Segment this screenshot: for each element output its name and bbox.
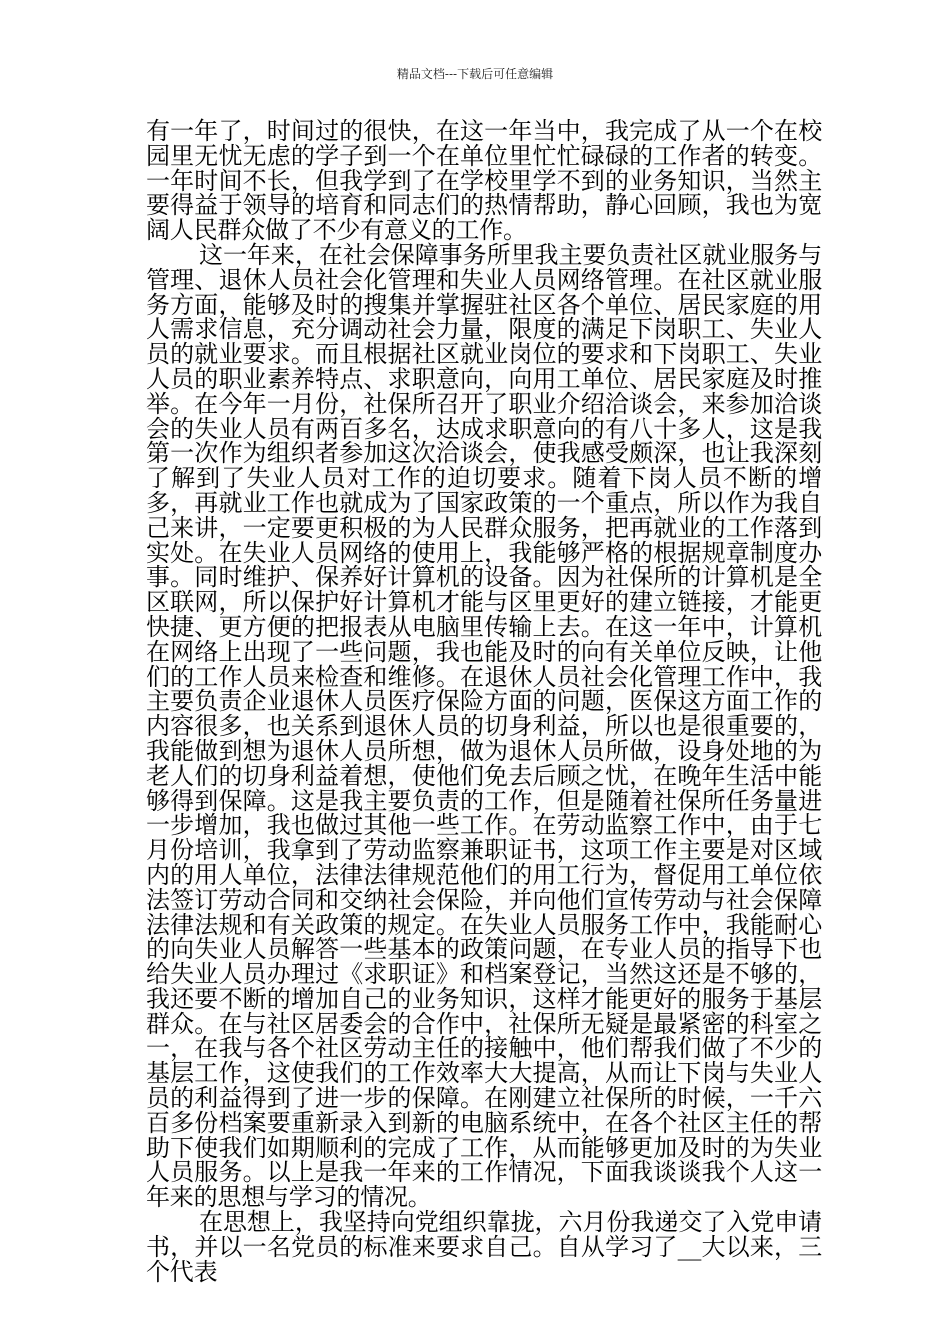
document-body: [146, 119, 822, 1284]
paragraph-1: 有一年了，时间过的很快，在这一年当中，我完成了从一个在校园里无忧无虑的学子到一个在单位里忙忙碌碌的工作者的转变。一年时间不长，但我学到了在学校里学不到的业务知识，当然主要得益于领导的培育和同志们的热情帮助，静心回顾，我也为宽阔人民群众做了不少有意义的工作。: [146, 117, 822, 245]
paragraph-2: 这一年来，在社会保障事务所里我主要负责社区就业服务与管理、退休人员社会化管理和失业人员网络管理。在社区就业服务方面，能够及时的搜集并掌握驻社区各个单位、居民家庭的用人需求信息，充分调动社会力量，限度的满足下岗职工、失业人员的就业要求。而且根据社区就业岗位的要求和下岗职工、失业人员的职业素养特点、求职意向，向用工单位、居民家庭及时推举。在今年一月份，社保所召开了职业介绍洽谈会，来参加洽谈会的失业人员有两百多名，达成求职意向的有八十多人，这是我第一次作为组织者参加这次洽谈会，使我感受颇深，也让我深刻了解到了失业人员对工作的迫切要求。随着下岗人员不断的增多，再就业工作也就成为了国家政策的一个重点，所以作为我自己来讲，一定要更积极的为人民群众服务，把再就业的工作落到实处。在失业人员网络的使用上，我能够严格的根据规章制度办事。同时维护、保养好计算机的设备。因为社保所的计算机是全区联网，所以保护好计算机才能与区里更好的建立链接，才能更快捷、更方便的把报表从电脑里传输上去。在这一年中，计算机在网络上出现了一些问题，我也能及时的向有关单位反映，让他们的工作人员来检查和维修。在退休人员社会化管理工作中，我主要负责企业退休人员医疗保险方面的问题，医保这方面工作的内容很多，也关系到退休人员的切身利益，所以也是很重要的，我能做到想为退休人员所想，做为退休人员所做，设身处地的为老人们的切身利益着想，使他们免去后顾之忧，在晚年生活中能够得到保障。这是我主要负责的工作，但是随着社保所任务量进一步增加，我也做过其他一些工作。在劳动监察工作中，由于七月份培训，我拿到了劳动监察兼职证书，这项工作主要是对区域内的用人单位，法律法律规范他们的用工行为，督促用工单位依法签订劳动合同和交纳社会保险，并向他们宣传劳动与社会保障法律法规和有关政策的规定。在失业人员服务工作中，我能耐心的向失业人员解答一些基本的政策问题，在专业人员的指导下也给失业人员办理过《求职证》和档案登记，当然这还是不够的，我还要不断的增加自己的业务知识，这样才能更好的服务于基层群众。在与社区居委会的合作中，社保所无疑是最紧密的科室之一，在我与各个社区劳动主任的接触中，他们帮我们做了不少的基层工作，这使我们的工作效率大大提高，从而让下岗与失业人员的利益得到了进一步的保障。在刚建立社保所的时候，一千六百多份档案要重新录入到新的电脑系统中，在各个社区主任的帮助下使我们如期顺利的完成了工作，从而能够更加及时的为失业人员服务。以上是我一年来的工作情况，下面我谈谈我个人这一年来的思想与学习的情况。: [146, 240, 822, 1212]
page-header: 精品文档---下载后可任意编辑: [396, 67, 554, 81]
paragraph-3: 在思想上，我坚持向党组织靠拢，六月份我递交了入党申请书，并以一名党员的标准来要求自己。自从学习了__大以来，三个代表: [146, 1208, 822, 1286]
